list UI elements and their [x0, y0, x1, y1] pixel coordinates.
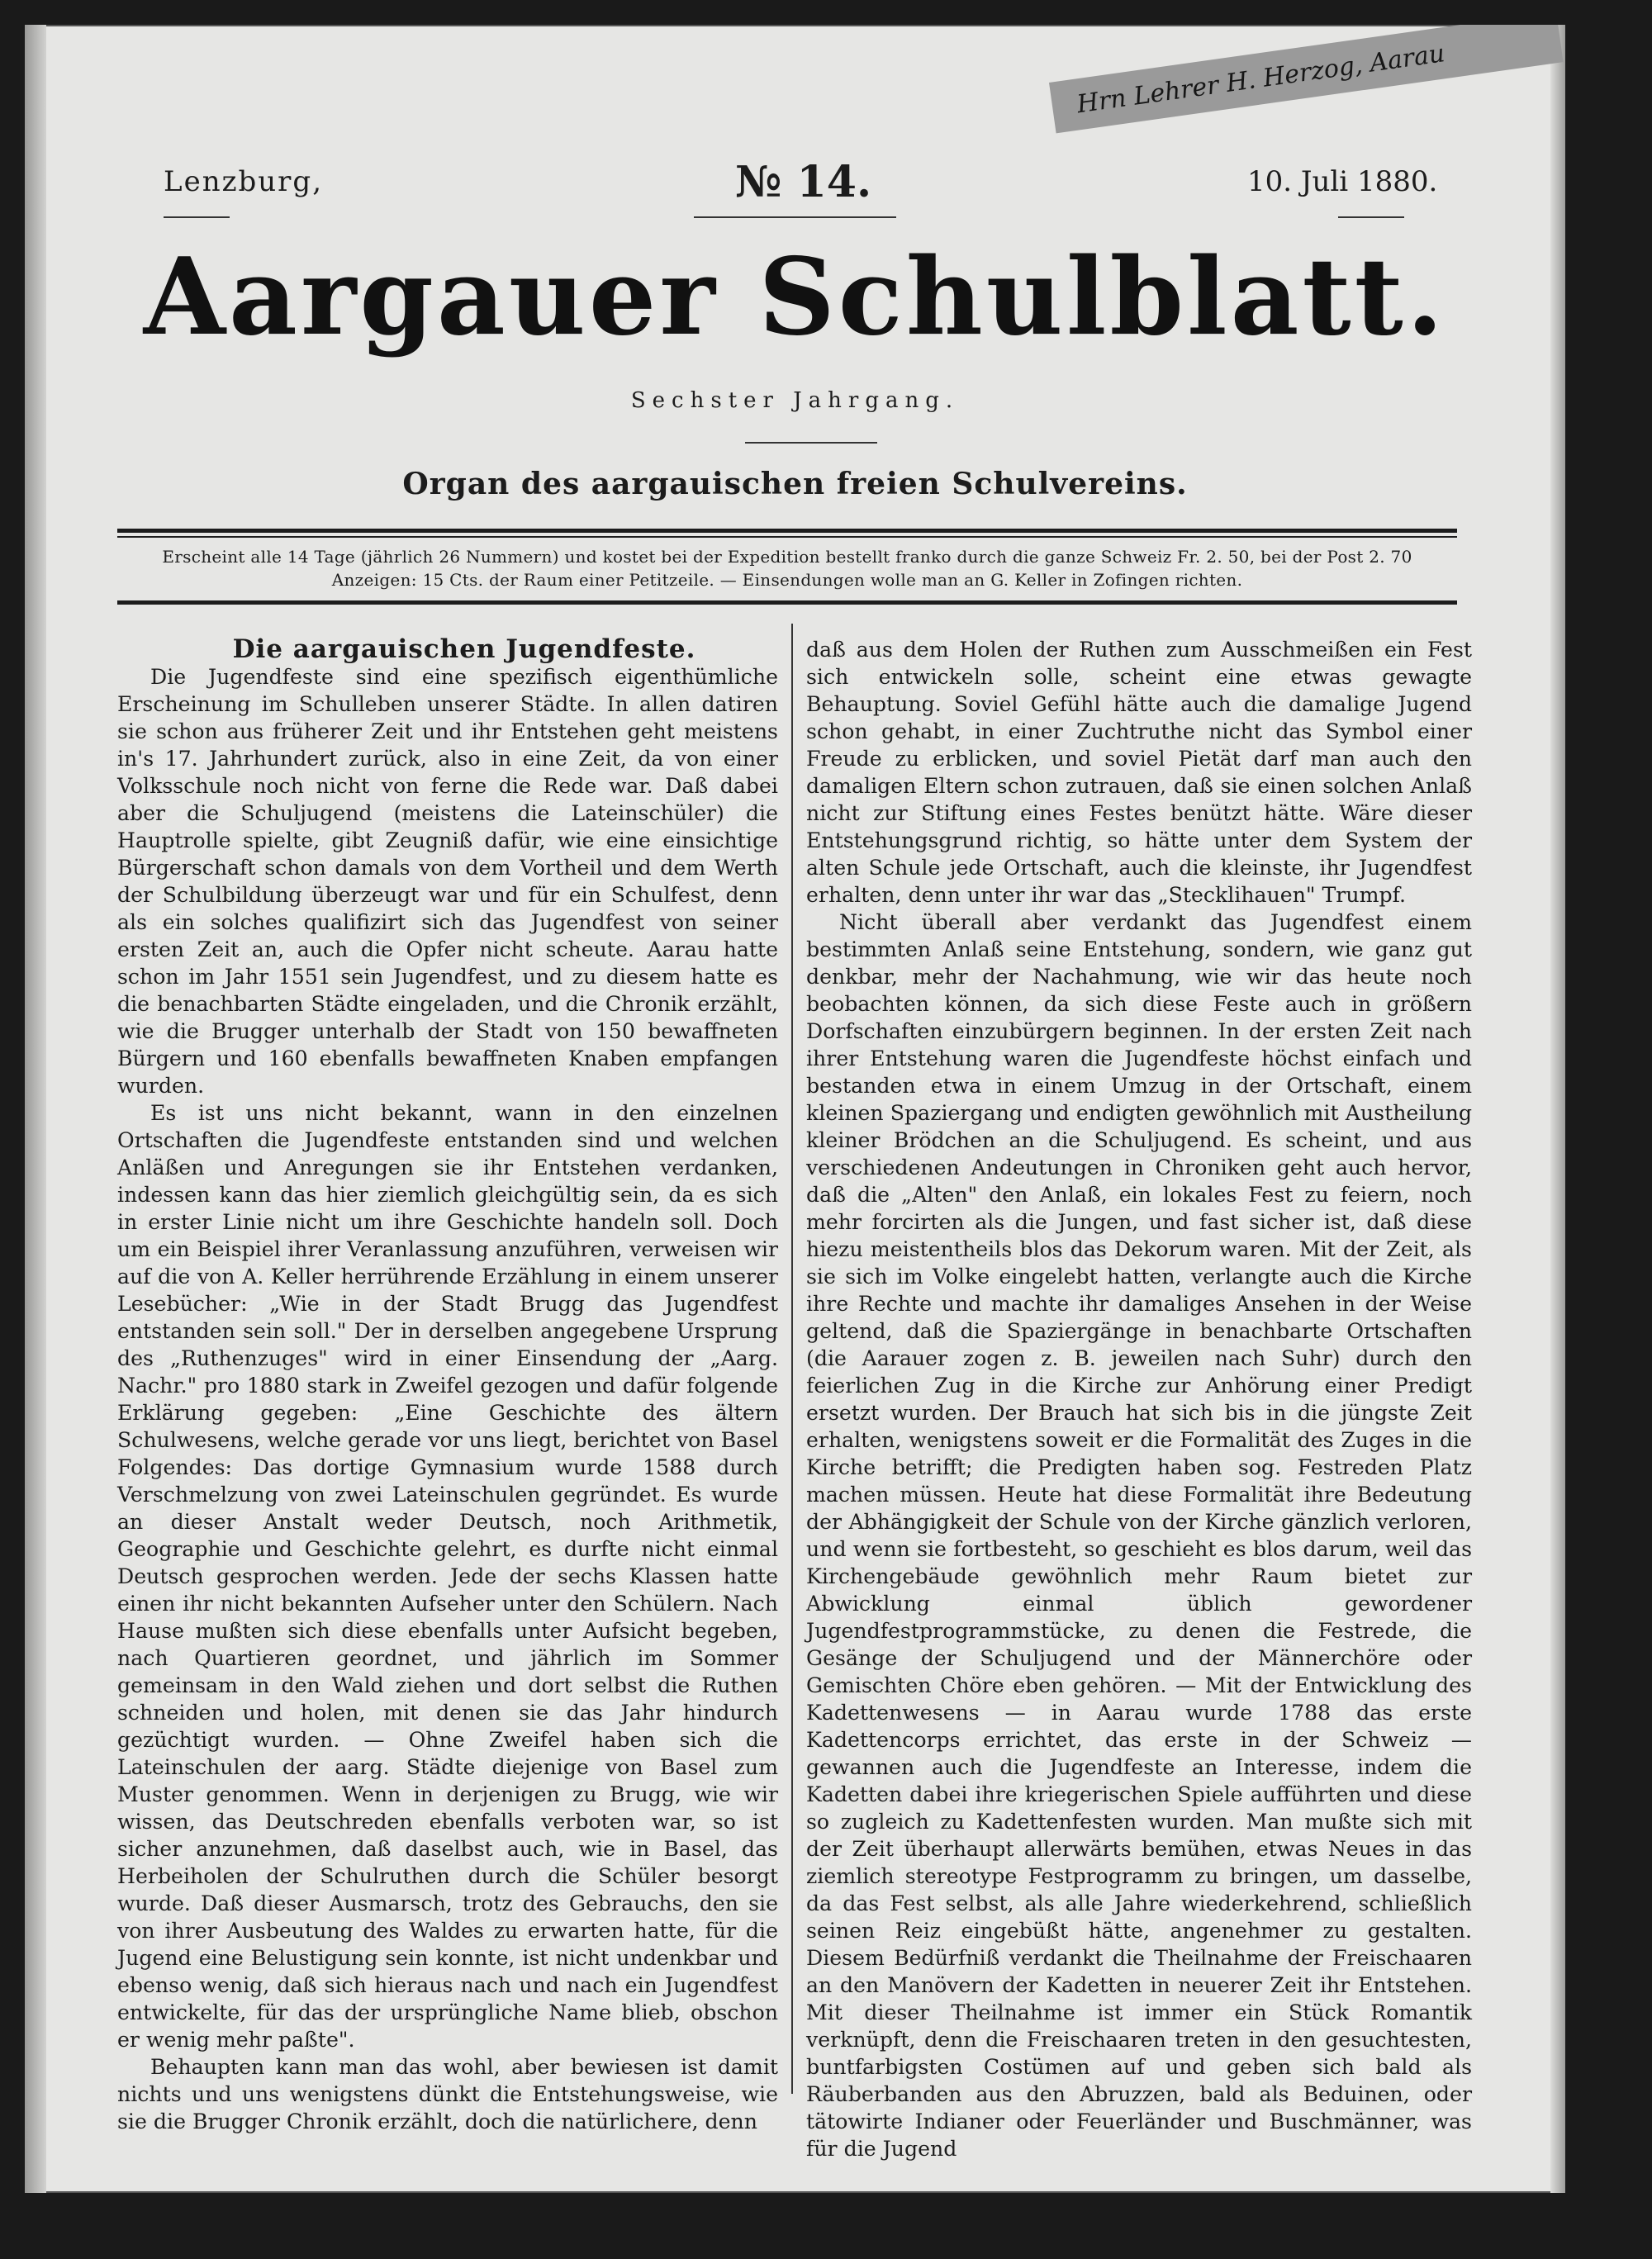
notice-line-1: Erscheint alle 14 Tage (jährlich 26 Nummern) und kostet bei der Expedition bestellt franko durch die ganze Schweiz Fr. 2. 50, bei der Post 2. 70	[162, 547, 1412, 567]
address-label: Hrn Lehrer H. Herzog, Aarau	[1049, 25, 1564, 133]
article-column-right	[806, 636, 1472, 2162]
newspaper-page	[25, 25, 1565, 2193]
article-paragraph: Behaupten kann man das wohl, aber bewiesen ist damit nichts und uns wenigstens dünkt die Entstehungsweise, wie sie die Brugger Chronik erzählt, doch die natürlichere, denn	[117, 2055, 778, 2133]
header-rule	[117, 536, 1457, 538]
issue-date: 10. Juli 1880.	[1247, 165, 1438, 198]
newspaper-title: Aargauer Schulblatt.	[143, 235, 1447, 359]
article-paragraph: Die Jugendfeste sind eine spezifisch eigenthümliche Erscheinung im Schulleben unserer Städte. In allen datiren sie schon aus früherer Zeit und ihr Entstehen geht meistens in's 17. Jahrhundert zurück, also in eine Zeit, da von einer Volksschule noch nicht von ferne die Rede war. Daß dabei aber die Schuljugend (meistens die Lateinschüler) die Hauptrolle spielte, gibt Zeugniß dafür, wie eine einsichtige Bürgerschaft schon damals von dem Vortheil und dem Werth der Schulbildung überzeugt war und für ein Schulfest, denn als ein solches qualifizirt sich das Jugendfest von seiner ersten Zeit an, auch die Opfer nicht scheute. Aarau hatte schon im Jahr 1551 sein Jugendfest, und zu diesem hatte es die benachbarten Städte eingeladen, und die Chronik erzählt, wie die Brugger unterhalb der Stadt von 150 bewaffneten Bürgern und 160 ebenfalls bewaffneten Knaben empfangen wurden.	[117, 665, 778, 1098]
article-paragraph: Nicht überall aber verdankt das Jugendfest einem bestimmten Anlaß seine Entstehung, sondern, wie ganz gut denkbar, mehr der Nachahmung, wie wir das heute noch beobachten können, da sich diese Feste auch in größern Dorfschaften einzubürgern beginnen. In der ersten Zeit nach ihrer Entstehung waren die Jugendfeste höchst einfach und bestanden etwa in einem Umzug in der Ortschaft, einem kleinen Spaziergang und endigten gewöhnlich mit Austheilung kleiner Brödchen an die Schuljugend. Es scheint, und aus verschiedenen Andeutungen in Chroniken geht auch hervor, daß die „Alten" den Anlaß, ein lokales Fest zu feiern, noch mehr forcirten als die Jungen, und fast sicher ist, daß diese hiezu meistentheils blos das Dekorum waren. Mit der Zeit, als sie sich im Volke eingelebt hatten, verlangte auch die Kirche ihre Rechte und machte ihr damaliges Ansehen in der Weise geltend, daß die Spaziergänge in benachbarte Ortschaften (die Aarauer zogen z. B. jeweilen nach Suhr) durch den feierlichen Zug in die Kirche zur Anhörung einer Predigt ersetzt wurden. Der Brauch hat sich bis in die jüngste Zeit erhalten, wenigstens soweit er die Formalität des Zuges in die Kirche betrifft; die Predigten haben sog. Festreden Platz machen müssen. Heute hat diese Formalität ihre Bedeutung der Abhängigkeit der Schule von der Kirche gänzlich verloren, und wenn sie fortbesteht, so geschieht es blos darum, weil das Kirchengebäude gewöhnlich mehr Raum bietet zur Abwicklung einmal üblich gewordener Jugendfestprogrammstücke, zu denen die Festrede, die Gesänge der Schuljugend und der Männerchöre oder Gemischten Chöre eben gehören. — Mit der Entwicklung des Kadettenwesens — in Aarau wurde 1788 das erste Kadettencorps errichtet, das erste in der Schweiz — gewannen auch die Jugendfeste an Interesse, indem die Kadetten dabei ihre kriegerischen Spiele aufführten und diese so zugleich zu Kadettenfesten wurden. Man mußte sich mit der Zeit überhaupt allerwärts bemühen, etwas Neues in das ziemlich stereotype Festprogramm zu bringen, um dasselbe, da das Fest selbst, als alle Jahre wiederkehrend, schließlich seinen Reiz eingebüßt hätte, angenehmer zu gestalten. Diesem Bedürfniß verdankt die Theilnahme der Freischaaren an den Manövern der Kadetten in neuerer Zeit ihr Entstehen. Mit dieser Theilnahme ist immer ein Stück Romantik verknüpft, denn die Freischaaren treten in den gesuchtesten, buntfarbigsten Costümen auf und geben sich bald als Räuberbanden aus den Abruzzen, bald als Beduinen, oder tätowirte Indianer oder Feuerländer und Buschmänner, was für die Jugend	[806, 910, 1472, 2161]
volume-subtitle: Sechster Jahrgang.	[630, 388, 960, 413]
article-title: Die aargauischen Jugendfeste.	[232, 634, 696, 664]
organ-line: Organ des aargauischen freien Schulvereins.	[402, 467, 1188, 501]
subscription-notice	[117, 545, 1457, 591]
ornament-rule	[1338, 216, 1404, 221]
masthead-top-line	[25, 157, 1565, 223]
notice-rule	[117, 600, 1457, 605]
article-column-left	[117, 636, 778, 2135]
article-paragraph: Es ist uns nicht bekannt, wann in den einzelnen Ortschaften die Jugendfeste entstanden sind und welchen Anläßen und Anregungen sie ihr Entstehen verdanken, indessen kann das hier ziemlich gleichgültig sein, da es sich in erster Linie nicht um ihre Geschichte handeln soll. Doch um ein Beispiel ihrer Veranlassung anzuführen, verweisen wir auf die von A. Keller herrührende Erzählung in einem unserer Lesebücher: „Wie in der Stadt Brugg das Jugendfest entstanden sein soll." Der in derselben angegebene Ursprung des „Ruthenzuges" wird in einer Einsendung der „Aarg. Nachr." pro 1880 stark in Zweifel gezogen und dafür folgende Erklärung gegeben: „Eine Geschichte des ältern Schulwesens, welche gerade vor uns liegt, berichtet von Basel Folgendes: Das dortige Gymnasium wurde 1588 durch Verschmelzung von zwei Lateinschulen gegründet. Es wurde an dieser Anstalt weder Deutsch, noch Arithmetik, Geographie und Geschichte gelehrt, es durfte nicht einmal Deutsch gesprochen werden. Jede der sechs Klassen hatte einen ihr nicht bekannten Aufseher unter den Schülern. Nach Hause mußten sich diese ebenfalls unter Aufsicht begeben, nach Quartieren geordnet, und jährlich im Sommer gemeinsam in den Wald ziehen und dort selbst die Ruthen schneiden und holen, mit denen sie das Jahr hindurch gezüchtigt wurden. — Ohne Zweifel haben sich die Lateinschulen der aarg. Städte diejenige von Basel zum Muster genommen. Wenn in derjenigen zu Brugg, wie wir wissen, das Deutschreden ebenfalls verboten war, so ist sicher anzunehmen, daß daselbst auch, wie in Basel, das Herbeiholen der Schulruthen durch die Schüler besorgt wurde. Daß dieser Ausmarsch, trotz des Gebrauchs, den sie von ihrer Ausbeutung des Waldes zu erwarten hatte, für die Jugend eine Belustigung sein konnte, ist nicht undenkbar und ebenso wenig, daß sich hieraus nach und nach ein Jugendfest entwickelte, für das der ursprüngliche Name blieb, obschon er wenig mehr paßte".	[117, 1101, 778, 2052]
article-paragraph: daß aus dem Holen der Ruthen zum Ausschmeißen ein Fest sich entwickeln solle, scheint eine etwas gewagte Behauptung. Soviel Gefühl hätte auch die damalige Jugend schon gehabt, in einer Zuchtruthe nicht das Symbol einer Freude zu erblicken, und soviel Pietät darf man auch den damaligen Eltern schon zutrauen, daß sie einen solchen Anlaß nicht zur Stiftung eines Festes benützt hätte. Wäre dieser Entstehungsgrund richtig, so hätte unter dem System der alten Schule jede Ortschaft, auch die kleinste, ihr Jugendfest erhalten, denn unter ihr war das „Stecklihauen" Trumpf.	[806, 638, 1472, 907]
header-rule	[117, 529, 1457, 533]
subtitle-rule	[745, 442, 877, 444]
notice-line-2: Anzeigen: 15 Cts. der Raum einer Petitzeile. — Einsendungen wolle man an G. Keller in Zofingen richten.	[331, 570, 1243, 590]
place-name: Lenzburg,	[164, 165, 323, 198]
ornament-rule	[694, 216, 896, 221]
issue-number: № 14.	[735, 157, 872, 207]
ornament-rule	[164, 216, 230, 221]
column-divider	[791, 624, 793, 2094]
